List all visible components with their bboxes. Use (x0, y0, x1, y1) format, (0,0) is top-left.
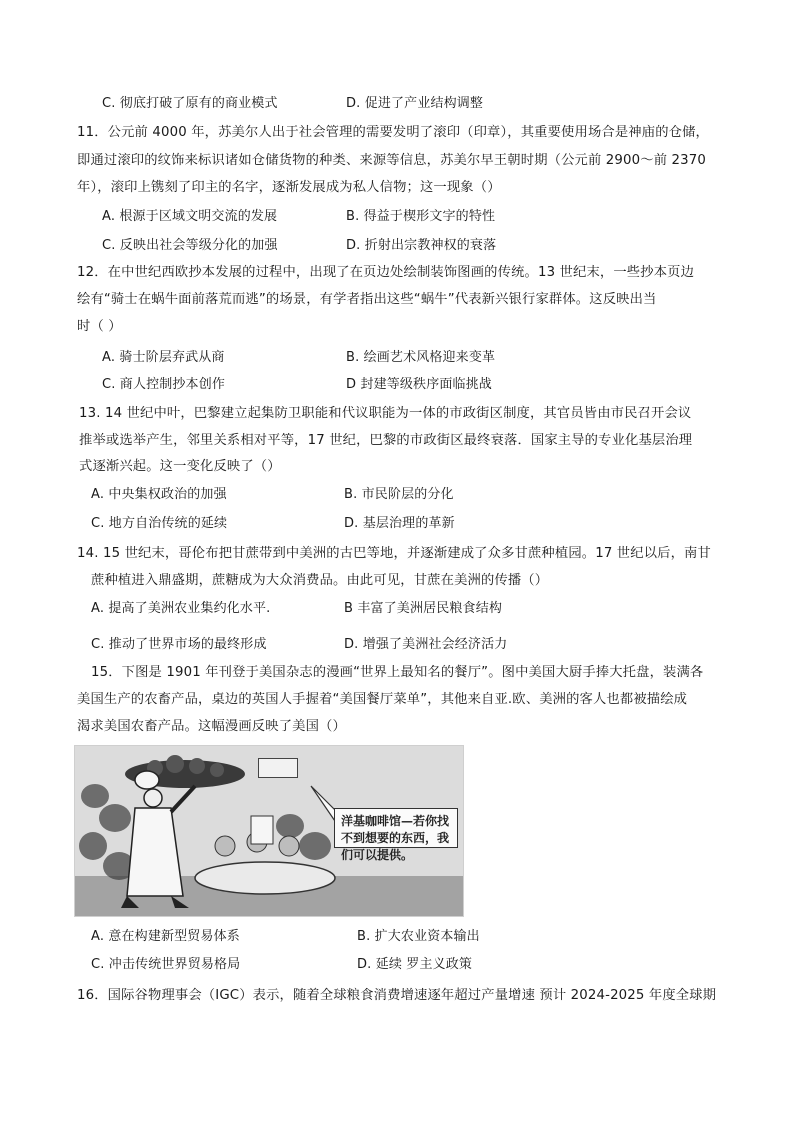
q13-stem-line-2: 推举或选举产生，邻里关系相对平等，17 世纪，巴黎的市政街区最终衰落．国家主导的专业化基层治理 (79, 433, 693, 448)
q12-stem-line-2: 绘有“骑士在蜗牛面前落荒而逃”的场景，有学者指出这些“蜗牛”代表新兴银行家群体。这反映出当 (77, 292, 657, 307)
q16-stem-line-1: 16．国际谷物理事会（IGC）表示，随着全球粮食消费增速逐年超过产量增速 预计 2024-2025 年度全球期 (77, 988, 717, 1003)
q12-option-b: B. 绘画艺术风格迎来变革 (346, 350, 496, 365)
restaurant-sign (258, 758, 298, 778)
q15-stem-line-3: 渴求美国农畜产品。这幅漫画反映了美国（） (77, 719, 346, 734)
q13-stem-line-3: 式逐渐兴起。这一变化反映了（） (79, 459, 281, 474)
q12-stem-line-3: 时（ ） (77, 319, 122, 334)
q15-option-d: D. 延续 罗主义政策 (357, 957, 473, 972)
q14-option-c: C. 推动了世界市场的最终形成 (91, 637, 267, 652)
q15-stem-line-2: 美国生产的农畜产品，桌边的英国人手握着“美国餐厅菜单”，其他来自亚.欧、美洲的客人也都被描绘成 (77, 692, 688, 707)
q14-option-a: A. 提高了美洲农业集约化水平. (91, 601, 271, 616)
q13-option-a: A. 中央集权政治的加强 (91, 487, 227, 502)
q12-option-a: A. 骑士阶层弃武从商 (102, 350, 225, 365)
q14-stem-line-1: 14. 15 世纪末，哥伦布把甘蔗带到中美洲的古巴等地，并逐渐建成了众多甘蔗种植园。17 世纪以后，南甘 (77, 546, 711, 561)
q13-option-c: C. 地方自治传统的延续 (91, 516, 228, 531)
q12-option-d: D 封建等级秩序面临挑战 (346, 377, 492, 392)
q14-option-b: B 丰富了美洲居民粮食结构 (344, 601, 503, 616)
q11-stem-line-1: 11．公元前 4000 年，苏美尔人出于社会管理的需要发明了滚印（印章），其重要使用场合是神庙的仓储， (77, 125, 709, 140)
q11-stem-line-3: 年），滚印上镌刻了印主的名字，逐渐发展成为私人信物；这一现象（） (77, 180, 501, 195)
q15-option-a: A. 意在构建新型贸易体系 (91, 929, 240, 944)
q12-stem-line-1: 12．在中世纪西欧抄本发展的过程中，出现了在页边处绘制装饰图画的传统。13 世纪末，一些抄本页边 (77, 265, 695, 280)
q11-option-b: B. 得益于楔形文字的特性 (346, 209, 496, 224)
q11-option-c: C. 反映出社会等级分化的加强 (102, 238, 278, 253)
q15-option-c: C. 冲击传统世界贸易格局 (91, 957, 241, 972)
q14-stem-line-2: 蔗种植进入鼎盛期，蔗糖成为大众消费品。由此可见，甘蔗在美洲的传播（） (91, 573, 549, 588)
q13-option-b: B. 市民阶层的分化 (344, 487, 454, 502)
q11-option-d: D. 折射出宗教神权的衰落 (346, 238, 497, 253)
q10-option-d: D. 促进了产业结构调整 (346, 96, 484, 111)
q13-stem-line-1: 13. 14 世纪中叶，巴黎建立起集防卫职能和代议职能为一体的市政街区制度，其官员皆由市民召开会议 (79, 406, 692, 421)
q11-option-a: A. 根源于区域文明交流的发展 (102, 209, 278, 224)
q15-option-b: B. 扩大农业资本输出 (357, 929, 480, 944)
q14-option-d: D. 增强了美洲社会经济活力 (344, 637, 508, 652)
q10-option-c: C. 彻底打破了原有的商业模式 (102, 96, 278, 111)
q15-stem-line-1: 15．下图是 1901 年刊登于美国杂志的漫画“世界上最知名的餐厅”。图中美国大厨手捧大托盘，装满各 (91, 665, 704, 680)
q12-option-c: C. 商人控制抄本创作 (102, 377, 225, 392)
cartoon-speech-bubble: 洋基咖啡馆—若你找不到想要的东西，我们可以提供。 (334, 808, 458, 848)
q11-stem-line-2: 即通过滚印的纹饰来标识诸如仓储货物的种类、来源等信息，苏美尔早王朝时期（公元前 2900～前 2370 (77, 153, 706, 168)
q13-option-d: D. 基层治理的革新 (344, 516, 455, 531)
